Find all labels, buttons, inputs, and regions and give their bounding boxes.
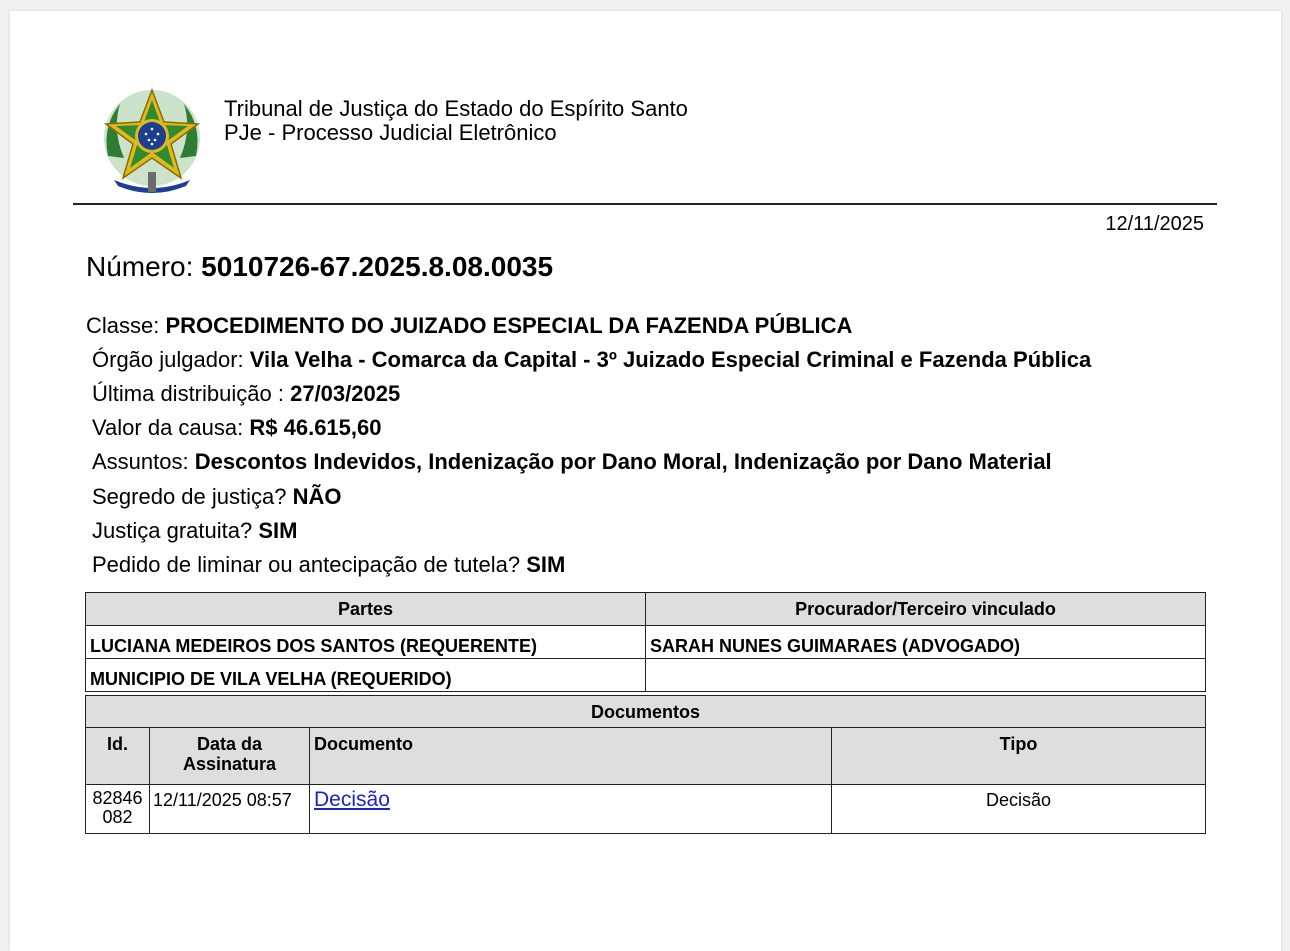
- field-label: Última distribuição :: [92, 381, 284, 406]
- header-divider: [73, 203, 1217, 205]
- field-justica-gratuita: [92, 517, 297, 545]
- documents-table: [85, 695, 1206, 834]
- field-label: Classe:: [86, 313, 160, 338]
- field-value: NÃO: [292, 484, 342, 509]
- field-assuntos: [92, 448, 1052, 476]
- field-classe: [86, 312, 852, 340]
- id-header: Id.: [86, 728, 150, 785]
- field-valor-causa: [92, 414, 381, 442]
- field-value: R$ 46.615,60: [249, 415, 382, 440]
- document-header: Documento: [310, 728, 832, 785]
- document-id: 82846082: [86, 785, 150, 834]
- document-cell: [310, 785, 832, 834]
- field-label: Órgão julgador:: [92, 347, 244, 372]
- document-type: Decisão: [832, 785, 1206, 834]
- field-value: SIM: [526, 552, 566, 577]
- brazil-coat-of-arms-icon: [98, 86, 206, 198]
- documents-header-row: [86, 728, 1206, 785]
- field-ultima-distribuicao: [92, 380, 400, 408]
- field-pedido-liminar: [92, 551, 565, 579]
- field-label: Assuntos:: [92, 449, 189, 474]
- date-header: Data da Assinatura: [150, 728, 310, 785]
- process-number-value: 5010726-67.2025.8.08.0035: [201, 251, 554, 282]
- field-orgao-julgador: [92, 346, 1091, 374]
- field-label: Valor da causa:: [92, 415, 244, 440]
- field-value: Vila Velha - Comarca da Capital - 3º Juizado Especial Criminal e Fazenda Pública: [249, 347, 1092, 372]
- print-date: 12/11/2025: [1105, 213, 1204, 235]
- attorney-header: Procurador/Terceiro vinculado: [646, 593, 1206, 626]
- field-label: Pedido de liminar ou antecipação de tutela?: [92, 552, 521, 577]
- table-row: [86, 785, 1206, 834]
- process-number-label: Número:: [86, 251, 194, 282]
- parties-header-row: [86, 593, 1206, 626]
- document-date: 12/11/2025 08:57: [150, 785, 310, 834]
- field-label: Justiça gratuita?: [92, 518, 253, 543]
- party-cell: MUNICIPIO DE VILA VELHA (REQUERIDO): [86, 659, 646, 692]
- field-value: SIM: [258, 518, 298, 543]
- field-value: PROCEDIMENTO DO JUIZADO ESPECIAL DA FAZENDA PÚBLICA: [165, 313, 853, 338]
- documents-title: Documentos: [86, 696, 1206, 728]
- process-number: [86, 250, 553, 284]
- field-segredo-justica: [92, 483, 341, 511]
- table-row: [86, 626, 1206, 659]
- field-value: Descontos Indevidos, Indenização por Dano Moral, Indenização por Dano Material: [194, 449, 1052, 474]
- attorney-cell: SARAH NUNES GUIMARAES (ADVOGADO): [646, 626, 1206, 659]
- document-link[interactable]: Decisão: [314, 788, 390, 811]
- parties-table: [85, 592, 1206, 692]
- parties-header: Partes: [86, 593, 646, 626]
- court-name: Tribunal de Justiça do Estado do Espírito Santo: [224, 96, 688, 121]
- attorney-cell: [646, 659, 1206, 692]
- field-value: 27/03/2025: [290, 381, 401, 406]
- type-header: Tipo: [832, 728, 1206, 785]
- party-cell: LUCIANA MEDEIROS DOS SANTOS (REQUERENTE): [86, 626, 646, 659]
- table-row: [86, 659, 1206, 692]
- system-name: PJe - Processo Judicial Eletrônico: [224, 120, 557, 145]
- field-label: Segredo de justiça?: [92, 484, 287, 509]
